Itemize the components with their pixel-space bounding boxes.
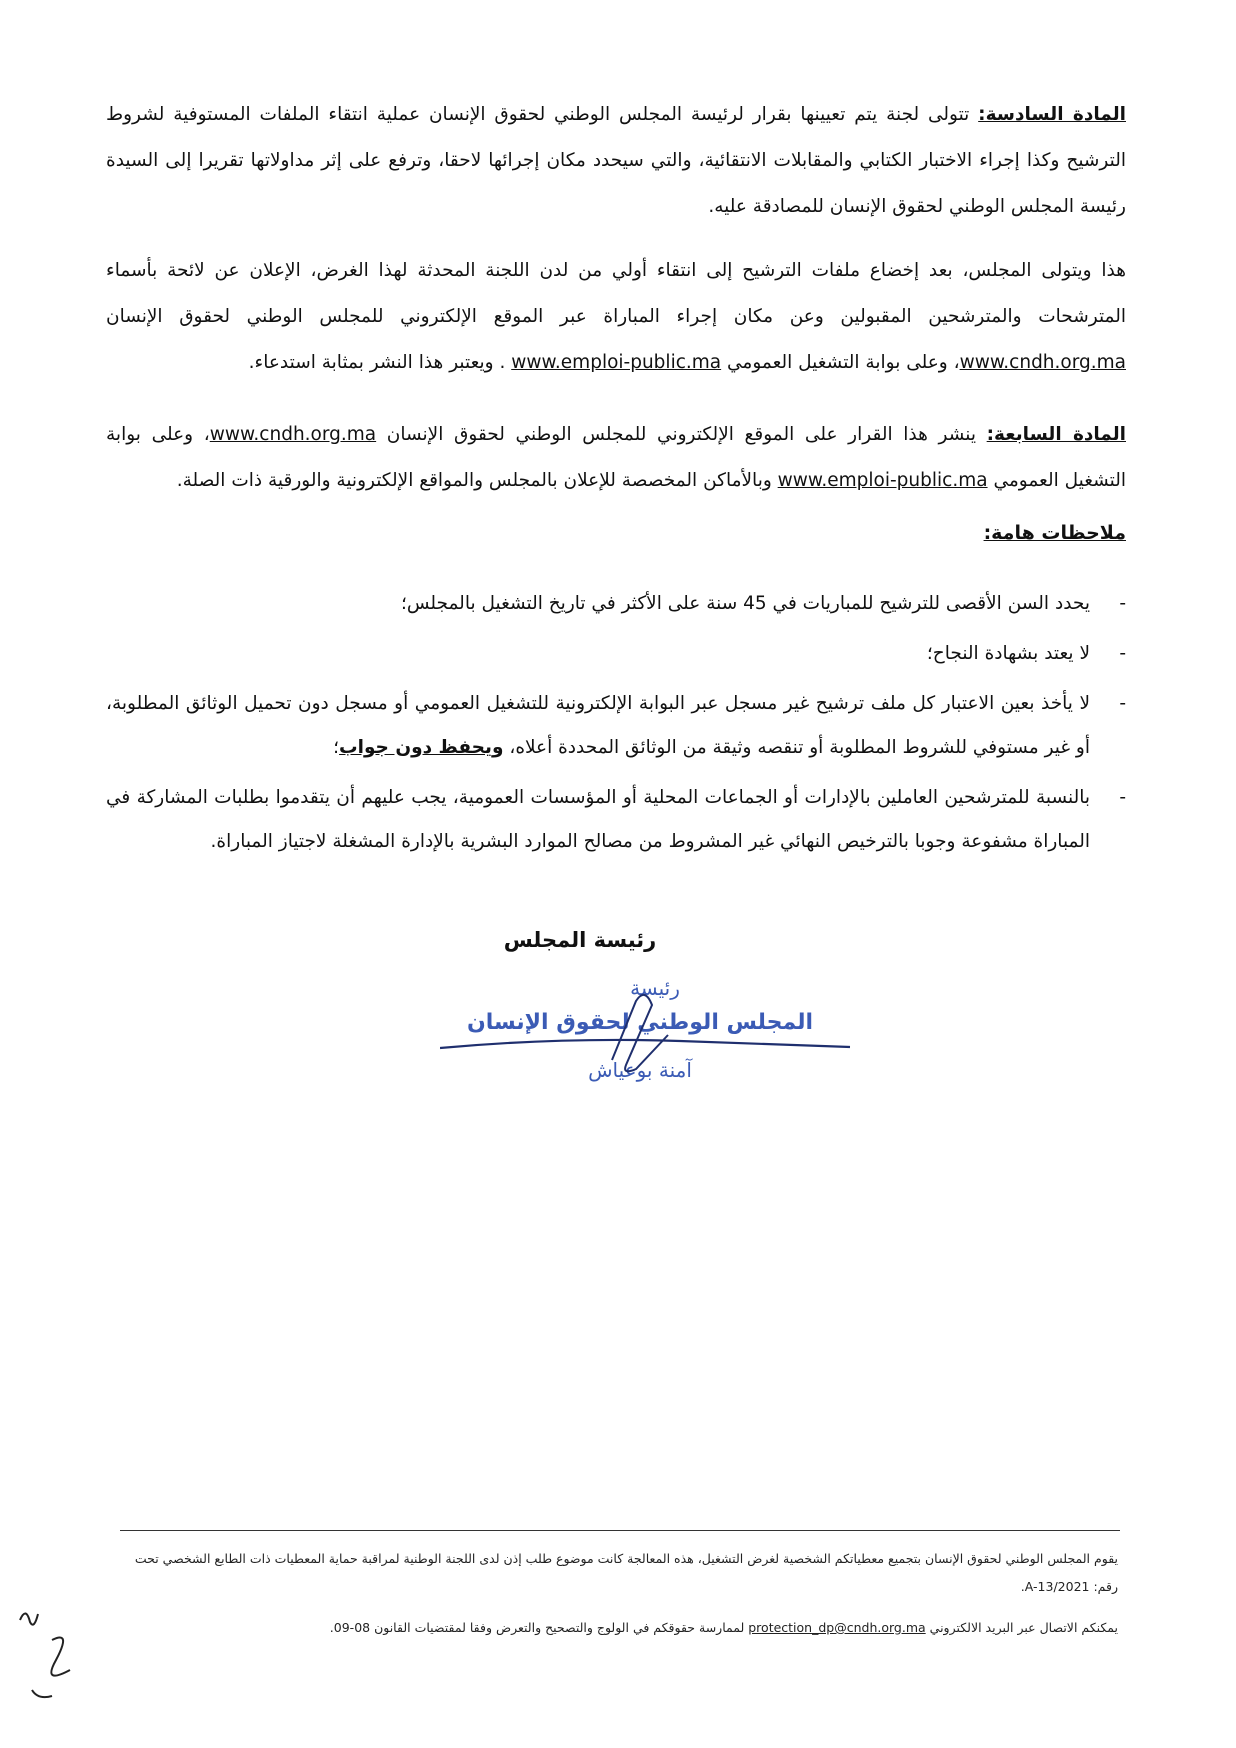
emploi-public-link[interactable]: www.emploi-public.ma [511,352,722,373]
note-text: لا يأخذ بعين الاعتبار كل ملف ترشيح غير مسجل عبر البوابة الإلكترونية للتشغيل العمومي أو مسجل دون تحميل الوثائق المطلوبة، أو غير مستوفي للشروط المطلوبة أو تنقصه وثيقة من الوثائق المحددة أعلاه، [106,693,1090,758]
footer-data-protection: يقوم المجلس الوطني لحقوق الإنسان بتجميع معطياتكم الشخصية لغرض التشغيل، هذه المعالجة كانت موضوع طلب إذن لدى اللجنة الوطنية لمراقبة حماية المعطيات ذات الطابع الشخصي تحت رقم: A-13/2021. [134,1551,1118,1594]
footer-text: لممارسة حقوقكم في الولوج والتصحيح والتعرض وفقا لمقتضيات القانون 08-09. [329,1620,749,1635]
notes-title: ملاحظات هامة: [983,522,1126,544]
article-7 [106,412,1126,504]
footer-ref: A-13/2021 [1024,1579,1090,1594]
bullet-dash: - [1119,593,1126,614]
footer-divider [120,1530,1120,1531]
list-item [106,682,1126,770]
footer-text: يمكنكم الاتصال عبر البريد الالكتروني [925,1620,1118,1635]
announcement-text-a: هذا ويتولى المجلس، بعد إخضاع ملفات الترشيح إلى انتقاء أولي من لدن اللجنة المحدثة لهذا الغرض، الإعلان عن لائحة بأسماء المترشحات والمترشحين المقبولين وعن مكان إجراء المباراة عبر الموقع الإلكتروني للمجلس الوطني لحقوق الإنسان [106,260,1126,327]
announcement-text-c: . ويعتبر هذا النشر بمثابة استدعاء. [248,352,512,373]
stamp-line-1: رئيسة [630,976,680,1000]
bullet-dash: - [1119,693,1126,714]
stamp-line-3: آمنة بوعياش [588,1058,692,1082]
signature-title: رئيسة المجلس [503,928,657,952]
announcement-text-b: ، وعلى بوابة التشغيل العمومي [721,352,960,373]
note-text: يحدد السن الأقصى للترشيح للمباريات في 45 سنة على الأكثر في تاريخ التشغيل بالمجلس؛ [400,593,1090,614]
footer-text: يقوم المجلس الوطني لحقوق الإنسان بتجميع معطياتكم الشخصية لغرض التشغيل، هذه المعالجة كانت موضوع طلب إذن لدى اللجنة الوطنية لمراقبة حماية المعطيات ذات الطابع الشخصي تحت رقم: [134,1551,1118,1594]
article-7-text-b: ، وعلى بوابة التشغيل العمومي [106,424,1126,491]
article-6-text: تتولى لجنة يتم تعيينها بقرار لرئيسة المجلس الوطني لحقوق الإنسان عملية انتقاء الملفات المستوفية لشروط الترشيح وكذا إجراء الاختبار الكتابي والمقابلات الانتقائية، والتي سيحدد مكان إجرائها لاحقا، وترفع على إثر مداولاتها تقريرا إلى السيدة رئيسة المجلس الوطني لحقوق الإنسان للمصادقة عليه. [106,104,1126,217]
note-text: بالنسبة للمترشحين العاملين بالإدارات أو الجماعات المحلية أو المؤسسات العمومية، يجب عليهم أن يتقدموا بطلبات المشاركة في المباراة مشفوعة وجوبا بالترخيص النهائي غير المشروط من مصالح الموارد البشرية بالإدارة المشغلة لاجتياز المباراة. [106,787,1090,852]
signature-stamp [440,965,860,1095]
list-item [106,632,1126,676]
email-link[interactable]: protection_dp@cndh.org.ma [748,1620,926,1635]
article-7-text-c: وبالأماكن المخصصة للإعلان بالمجلس والمواقع الإلكترونية والورقية ذات الصلة. [176,470,778,491]
emploi-public-link[interactable]: www.emploi-public.ma [777,470,988,491]
note-text: لا يعتد بشهادة النجاح؛ [926,643,1090,664]
stamp-line-2: المجلس الوطني لحقوق الإنسان [466,1010,814,1035]
bullet-dash: - [1119,643,1126,664]
cndh-link[interactable]: www.cndh.org.ma [209,424,377,445]
article-7-heading: المادة السابعة: [986,424,1126,445]
article-6 [106,92,1126,230]
list-item [106,776,1126,864]
bullet-dash: - [1119,787,1126,808]
note-text-end: ؛ [333,737,340,758]
note-emphasis: ويحفظ دون جواب [339,737,504,758]
cndh-link[interactable]: www.cndh.org.ma [959,352,1126,373]
signature-stroke [440,1040,850,1048]
list-item [106,582,1126,626]
notes-list [106,582,1126,870]
footer-contact [118,1615,1118,1641]
handwritten-mark [12,1600,82,1710]
article-7-text-a: ينشر هذا القرار على الموقع الإلكتروني للمجلس الوطني لحقوق الإنسان [376,424,987,445]
announcement-paragraph [106,248,1126,386]
article-6-heading: المادة السادسة: [978,104,1126,125]
